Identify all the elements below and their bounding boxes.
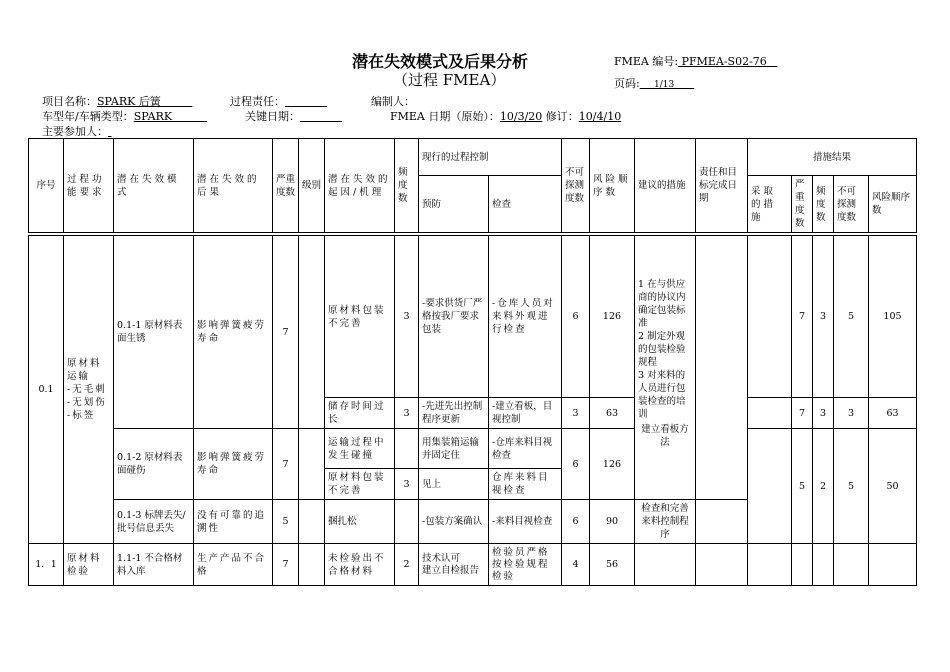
- r-occurrence-cell: 3: [813, 236, 834, 398]
- detectability-cell: 6: [562, 500, 590, 544]
- document-subtitle: （过程 FMEA）: [393, 71, 506, 89]
- prevention-cell: 技术认可 建立自检报告: [419, 544, 489, 586]
- failure-mode-cell: 0.1-2 原材料表面碰伤: [114, 429, 194, 500]
- failure-mode-cell: 0.1-1 原材料表面生锈: [114, 236, 194, 429]
- action-taken-cell: [748, 398, 792, 429]
- col-rpn: 风险顺序数: [590, 139, 635, 233]
- cause-cell: 储存时间过长: [325, 398, 395, 429]
- r-severity-cell: 5: [792, 429, 813, 544]
- recommended-text: 1 在与供应商的协议内确定包装标准 2 制定外观的包装检验规程 3 对来料的人员进行包装检查的培训: [638, 279, 686, 420]
- fmea-date-value: 10/3/20: [499, 110, 543, 123]
- occurrence-cell: [395, 429, 419, 469]
- function-cell: 原材料检验: [64, 544, 114, 586]
- detection-cell: -来料目视检查: [489, 500, 562, 544]
- revision-value: 10/4/10: [578, 110, 622, 123]
- col-prevention: 预防: [419, 176, 489, 233]
- class-cell: [299, 500, 325, 544]
- prevention-cell: 见上: [419, 469, 489, 500]
- prevention-cell: 用集装箱运输并固定住: [419, 429, 489, 469]
- detectability-cell: 6: [562, 429, 590, 500]
- detectability-cell: 3: [562, 398, 590, 429]
- effect-cell: 影响弹簧疲劳寿命: [194, 236, 273, 429]
- occurrence-cell: 2: [395, 544, 419, 586]
- r-severity-cell: [792, 544, 813, 586]
- cause-cell: 未检验出不合格材料: [325, 544, 395, 586]
- r-detection-cell: 5: [834, 429, 869, 544]
- fmea-number: [614, 53, 777, 69]
- col-action-taken: 采取的措施: [748, 176, 792, 233]
- project-label: 项目名称：: [42, 95, 97, 108]
- recommended-cell: [635, 544, 696, 586]
- severity-cell: 7: [273, 236, 299, 429]
- r-occurrence-cell: [813, 544, 834, 586]
- r-rpn-cell: 63: [869, 398, 917, 429]
- project-line: [42, 93, 192, 109]
- detection-cell: -建立看板，目视控制: [489, 398, 562, 429]
- col-r-detection: 不可探测度数: [834, 176, 869, 233]
- recommended-text-2: 建立看板方法: [641, 424, 689, 448]
- detection-cell: 检验员严格按检验规程检验: [489, 544, 562, 586]
- cause-cell: 捆扎松: [325, 500, 395, 544]
- document-title: 潜在失效模式及后果分析: [352, 52, 529, 71]
- detection-cell: -仓库来料目视检查: [489, 429, 562, 469]
- action-taken-cell: [748, 236, 792, 398]
- key-date-label: 关键日期：: [245, 110, 300, 123]
- prevention-cell: -先进先出控制程序更新: [419, 398, 489, 429]
- r-detection-cell: 3: [834, 398, 869, 429]
- occurrence-cell: 3: [395, 398, 419, 429]
- participants-line: [42, 123, 112, 139]
- revision-label: 修订：: [542, 110, 579, 123]
- col-responsibility: 责任和目标完成日期: [696, 139, 748, 233]
- class-cell: [299, 429, 325, 500]
- col-results: 措施结果: [748, 139, 917, 176]
- action-taken-cell: [748, 429, 792, 544]
- detectability-cell: 4: [562, 544, 590, 586]
- recommended-cell: 检查和完善来料控制程序: [635, 500, 696, 544]
- col-seq: 序号: [29, 139, 64, 233]
- project-value: SPARK 后簧: [97, 95, 193, 108]
- participants-label: 主要参加人：: [42, 125, 108, 138]
- detection-cell: 仓库来料目视检查: [489, 469, 562, 500]
- page-number: [614, 75, 694, 91]
- r-rpn-cell: 105: [869, 236, 917, 398]
- class-cell: [299, 236, 325, 429]
- vehicle-label: 车型年/车辆类型：: [42, 110, 134, 123]
- failure-mode-cell: 1.1-1 不合格材料入库: [114, 544, 194, 586]
- effect-cell: 没有可靠的追溯性: [194, 500, 273, 544]
- seq-cell: 0.1: [29, 236, 64, 544]
- prevention-cell: -要求供货厂严格按我厂要求包装: [419, 236, 489, 398]
- rpn-cell: 126: [590, 429, 635, 500]
- col-severity: 严重度数: [273, 139, 299, 233]
- r-detection-cell: 5: [834, 236, 869, 398]
- cause-cell: 原材料包装不完善: [325, 236, 395, 398]
- function-cell: 原材料运输 -无毛刺 -无划伤 -标签: [64, 236, 114, 544]
- rpn-cell: 126: [590, 236, 635, 398]
- process-resp-label: 过程责任：: [230, 95, 285, 108]
- col-class: 级别: [299, 139, 325, 233]
- effect-cell: 影响弹簧疲劳寿命: [194, 429, 273, 500]
- fmea-date: [390, 108, 621, 124]
- detection-cell: -仓库人员对来料外观进行检查: [489, 236, 562, 398]
- page-number-value: 1/13: [639, 80, 695, 90]
- col-occurrence: 频度数: [395, 139, 419, 233]
- key-date: [245, 108, 342, 124]
- prepared-by: 编制人：: [371, 95, 415, 108]
- col-current-controls: 现行的过程控制: [419, 139, 562, 176]
- col-r-severity: 严重度数: [792, 176, 813, 233]
- participants-value: [108, 125, 112, 138]
- r-rpn-cell: [869, 544, 917, 586]
- col-r-occurrence: 频度数: [813, 176, 834, 233]
- process-resp-value: [285, 95, 327, 108]
- rpn-cell: 63: [590, 398, 635, 429]
- responsibility-cell: [696, 544, 748, 586]
- severity-cell: 7: [273, 429, 299, 500]
- prevention-cell: -包装方案确认: [419, 500, 489, 544]
- r-severity-cell: 7: [792, 398, 813, 429]
- fmea-number-value: PFMEA-S02-76: [678, 55, 778, 68]
- col-function: 过程功能要求: [64, 139, 114, 233]
- severity-cell: 7: [273, 544, 299, 586]
- r-severity-cell: 7: [792, 236, 813, 398]
- process-responsibility: [230, 93, 327, 109]
- col-cause: 潜在失效的起因/机理: [325, 139, 395, 233]
- severity-cell: 5: [273, 500, 299, 544]
- rpn-cell: 56: [590, 544, 635, 586]
- failure-mode-cell: 0.1-3 标牌丢失/批号信息丢失: [114, 500, 194, 544]
- col-recommended: 建议的措施: [635, 139, 696, 233]
- vehicle-value: SPARK: [133, 110, 208, 123]
- vehicle-line: [42, 108, 207, 124]
- col-detectability: 不可探测度数: [562, 139, 590, 233]
- page-number-label: 页码:: [614, 77, 640, 90]
- r-rpn-cell: 50: [869, 429, 917, 544]
- cause-cell: 运输过程中发生碰撞: [325, 429, 395, 469]
- fmea-date-label: FMEA 日期（原始）：: [390, 110, 500, 123]
- occurrence-cell: 3: [395, 236, 419, 398]
- r-detection-cell: [834, 544, 869, 586]
- col-effect: 潜在失效的后果: [194, 139, 273, 233]
- action-taken-cell: [748, 544, 792, 586]
- effect-cell: 生产产品不合格: [194, 544, 273, 586]
- col-r-rpn: 风险顺序数: [869, 176, 917, 233]
- col-detection: 检查: [489, 176, 562, 233]
- cause-cell: 原材料包装不完善: [325, 469, 395, 500]
- r-occurrence-cell: 2: [813, 429, 834, 544]
- fmea-body-table: [28, 235, 917, 586]
- fmea-header-table: [28, 138, 917, 233]
- seq-cell: 1．1: [29, 544, 64, 586]
- key-date-value: [300, 110, 342, 123]
- class-cell: [299, 544, 325, 586]
- detectability-cell: 6: [562, 236, 590, 398]
- responsibility-cell: [696, 500, 748, 544]
- rpn-cell: 90: [590, 500, 635, 544]
- recommended-cell: [635, 236, 696, 500]
- responsibility-cell: [696, 236, 748, 500]
- fmea-number-label: FMEA 编号:: [614, 55, 679, 68]
- occurrence-cell: 3: [395, 469, 419, 500]
- col-failure-mode: 潜在失效模式: [114, 139, 194, 233]
- r-occurrence-cell: 3: [813, 398, 834, 429]
- occurrence-cell: [395, 500, 419, 544]
